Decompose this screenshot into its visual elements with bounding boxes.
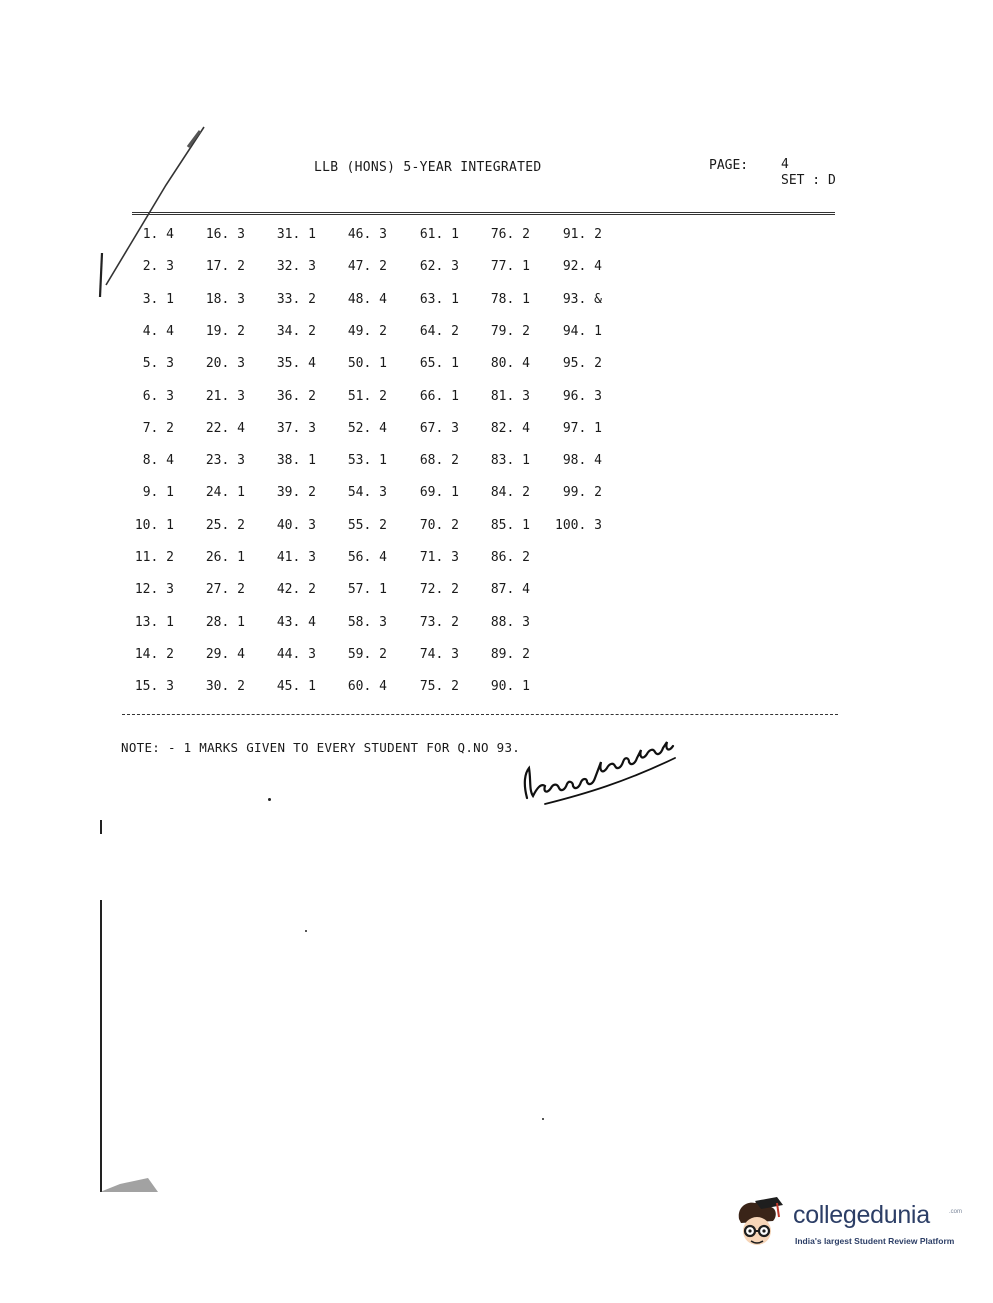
answer-entry: 14. 2: [134, 646, 174, 662]
answer-entry: 24. 1: [205, 485, 245, 501]
answer-entry: 59. 2: [347, 646, 387, 662]
answer-entry: 78. 1: [490, 291, 530, 307]
answer-entry: 62. 3: [419, 259, 459, 275]
answer-entry: 99. 2: [562, 485, 602, 501]
answer-entry: 91. 2: [562, 227, 602, 242]
answer-entry: 37. 3: [276, 420, 316, 436]
answer-column: [538, 0, 618, 1303]
answer-entry: 85. 1: [490, 517, 530, 533]
answer-entry: 19. 2: [205, 323, 245, 339]
answer-entry: 55. 2: [347, 517, 387, 533]
answer-entry: 95. 2: [562, 356, 602, 372]
answer-entry: 51. 2: [347, 388, 387, 404]
answer-entry: 16. 3: [205, 227, 245, 242]
answer-entry: 57. 1: [347, 582, 387, 598]
answer-entry: 4. 4: [142, 323, 174, 339]
answer-entry: 9. 1: [142, 485, 174, 501]
answer-entry: 39. 2: [276, 485, 316, 501]
answer-entry: 47. 2: [347, 259, 387, 275]
answer-entry: 52. 4: [347, 420, 387, 436]
answer-entry: 15. 3: [134, 679, 174, 695]
answer-entry: 38. 1: [276, 453, 316, 469]
answer-entry: 41. 3: [276, 550, 316, 565]
bottom-separator: [122, 714, 838, 715]
answer-entry: 26. 1: [205, 550, 245, 565]
answer-entry: 27. 2: [205, 582, 245, 598]
logo-suffix: .com: [949, 1209, 963, 1215]
answer-entry: 48. 4: [347, 291, 387, 307]
answer-entry: 33. 2: [276, 291, 316, 307]
answer-entry: 60. 4: [347, 679, 387, 695]
answer-entry: 1. 4: [142, 227, 174, 242]
answer-entry: 17. 2: [205, 259, 245, 275]
answer-entry: 28. 1: [205, 614, 245, 630]
answer-entry: 35. 4: [276, 356, 316, 372]
answer-entry: 77. 1: [490, 259, 530, 275]
document-title: LLB (HONS) 5-YEAR INTEGRATED: [314, 160, 542, 175]
answer-entry: 23. 3: [205, 453, 245, 469]
answer-entry: 67. 3: [419, 420, 459, 436]
answer-entry: 63. 1: [419, 291, 459, 307]
answer-entry: 72. 2: [419, 582, 459, 598]
answer-entry: 5. 3: [142, 356, 174, 372]
mascot-icon: [733, 1197, 791, 1255]
answer-entry: 71. 3: [419, 550, 459, 565]
answer-entry: 80. 4: [490, 356, 530, 372]
answer-entry: 90. 1: [490, 679, 530, 695]
answer-entry: 44. 3: [276, 646, 316, 662]
answer-entry: 50. 1: [347, 356, 387, 372]
answer-entry: 61. 1: [419, 227, 459, 242]
answer-entry: 69. 1: [419, 485, 459, 501]
answer-entry: 56. 4: [347, 550, 387, 565]
answer-entry: 46. 3: [347, 227, 387, 242]
set-label: SET : D: [781, 173, 836, 188]
answer-entry: 13. 1: [134, 614, 174, 630]
answer-column: [110, 0, 190, 1303]
page-label: PAGE:: [709, 158, 749, 173]
answer-entry: 89. 2: [490, 646, 530, 662]
answer-entry: 79. 2: [490, 323, 530, 339]
answer-column: [466, 0, 546, 1303]
answer-entry: 73. 2: [419, 614, 459, 630]
answer-entry: 81. 3: [490, 388, 530, 404]
page-number: 4: [781, 157, 789, 172]
answer-entry: 6. 3: [142, 388, 174, 404]
answer-entry: 76. 2: [490, 227, 530, 242]
answer-entry: 66. 1: [419, 388, 459, 404]
answer-entry: 86. 2: [490, 550, 530, 565]
answer-entry: 88. 3: [490, 614, 530, 630]
answer-entry: 92. 4: [562, 259, 602, 275]
answer-entry: 25. 2: [205, 517, 245, 533]
scan-speck: [305, 930, 307, 932]
note-text: NOTE: - 1 MARKS GIVEN TO EVERY STUDENT FOR Q.NO 93.: [121, 740, 521, 755]
answer-entry: 83. 1: [490, 453, 530, 469]
answer-entry: 34. 2: [276, 323, 316, 339]
answer-entry: 32. 3: [276, 259, 316, 275]
answer-entry: 31. 1: [276, 227, 316, 242]
answer-entry: 20. 3: [205, 356, 245, 372]
answer-entry: 58. 3: [347, 614, 387, 630]
answer-entry: 21. 3: [205, 388, 245, 404]
answer-entry: 68. 2: [419, 453, 459, 469]
answer-entry: 43. 4: [276, 614, 316, 630]
handwritten-signature: [515, 728, 690, 808]
answer-entry: 49. 2: [347, 323, 387, 339]
answer-entry: 75. 2: [419, 679, 459, 695]
answer-column: [323, 0, 403, 1303]
answer-entry: 96. 3: [562, 388, 602, 404]
answer-entry: 70. 2: [419, 517, 459, 533]
answer-entry: 53. 1: [347, 453, 387, 469]
answer-entry: 97. 1: [562, 420, 602, 436]
answer-entry: 82. 4: [490, 420, 530, 436]
answer-entry: 30. 2: [205, 679, 245, 695]
answer-entry: 98. 4: [562, 453, 602, 469]
answer-entry: 36. 2: [276, 388, 316, 404]
answer-entry: 54. 3: [347, 485, 387, 501]
logo-wordmark: collegedunia: [793, 1201, 930, 1229]
answer-entry: 8. 4: [142, 453, 174, 469]
scan-speck: [542, 1118, 544, 1120]
answer-entry: 2. 3: [142, 259, 174, 275]
answer-entry: 22. 4: [205, 420, 245, 436]
scan-speck: [268, 798, 271, 801]
answer-entry: 100. 3: [555, 517, 602, 533]
answer-entry: 93. &: [562, 291, 602, 307]
answer-column: [395, 0, 475, 1303]
answer-entry: 12. 3: [134, 582, 174, 598]
answer-entry: 45. 1: [276, 679, 316, 695]
answer-entry: 42. 2: [276, 582, 316, 598]
answer-entry: 3. 1: [142, 291, 174, 307]
answer-entry: 65. 1: [419, 356, 459, 372]
answer-entry: 74. 3: [419, 646, 459, 662]
collegedunia-logo: [733, 1197, 963, 1257]
logo-tagline: India's largest Student Review Platform: [795, 1236, 955, 1246]
answer-entry: 84. 2: [490, 485, 530, 501]
answer-entry: 94. 1: [562, 323, 602, 339]
answer-entry: 7. 2: [142, 420, 174, 436]
answer-column: [181, 0, 261, 1303]
answer-column: [252, 0, 332, 1303]
answer-entry: 10. 1: [134, 517, 174, 533]
answer-entry: 87. 4: [490, 582, 530, 598]
answer-entry: 29. 4: [205, 646, 245, 662]
answer-entry: 64. 2: [419, 323, 459, 339]
answer-entry: 40. 3: [276, 517, 316, 533]
answer-entry: 11. 2: [134, 550, 174, 565]
answer-entry: 18. 3: [205, 291, 245, 307]
